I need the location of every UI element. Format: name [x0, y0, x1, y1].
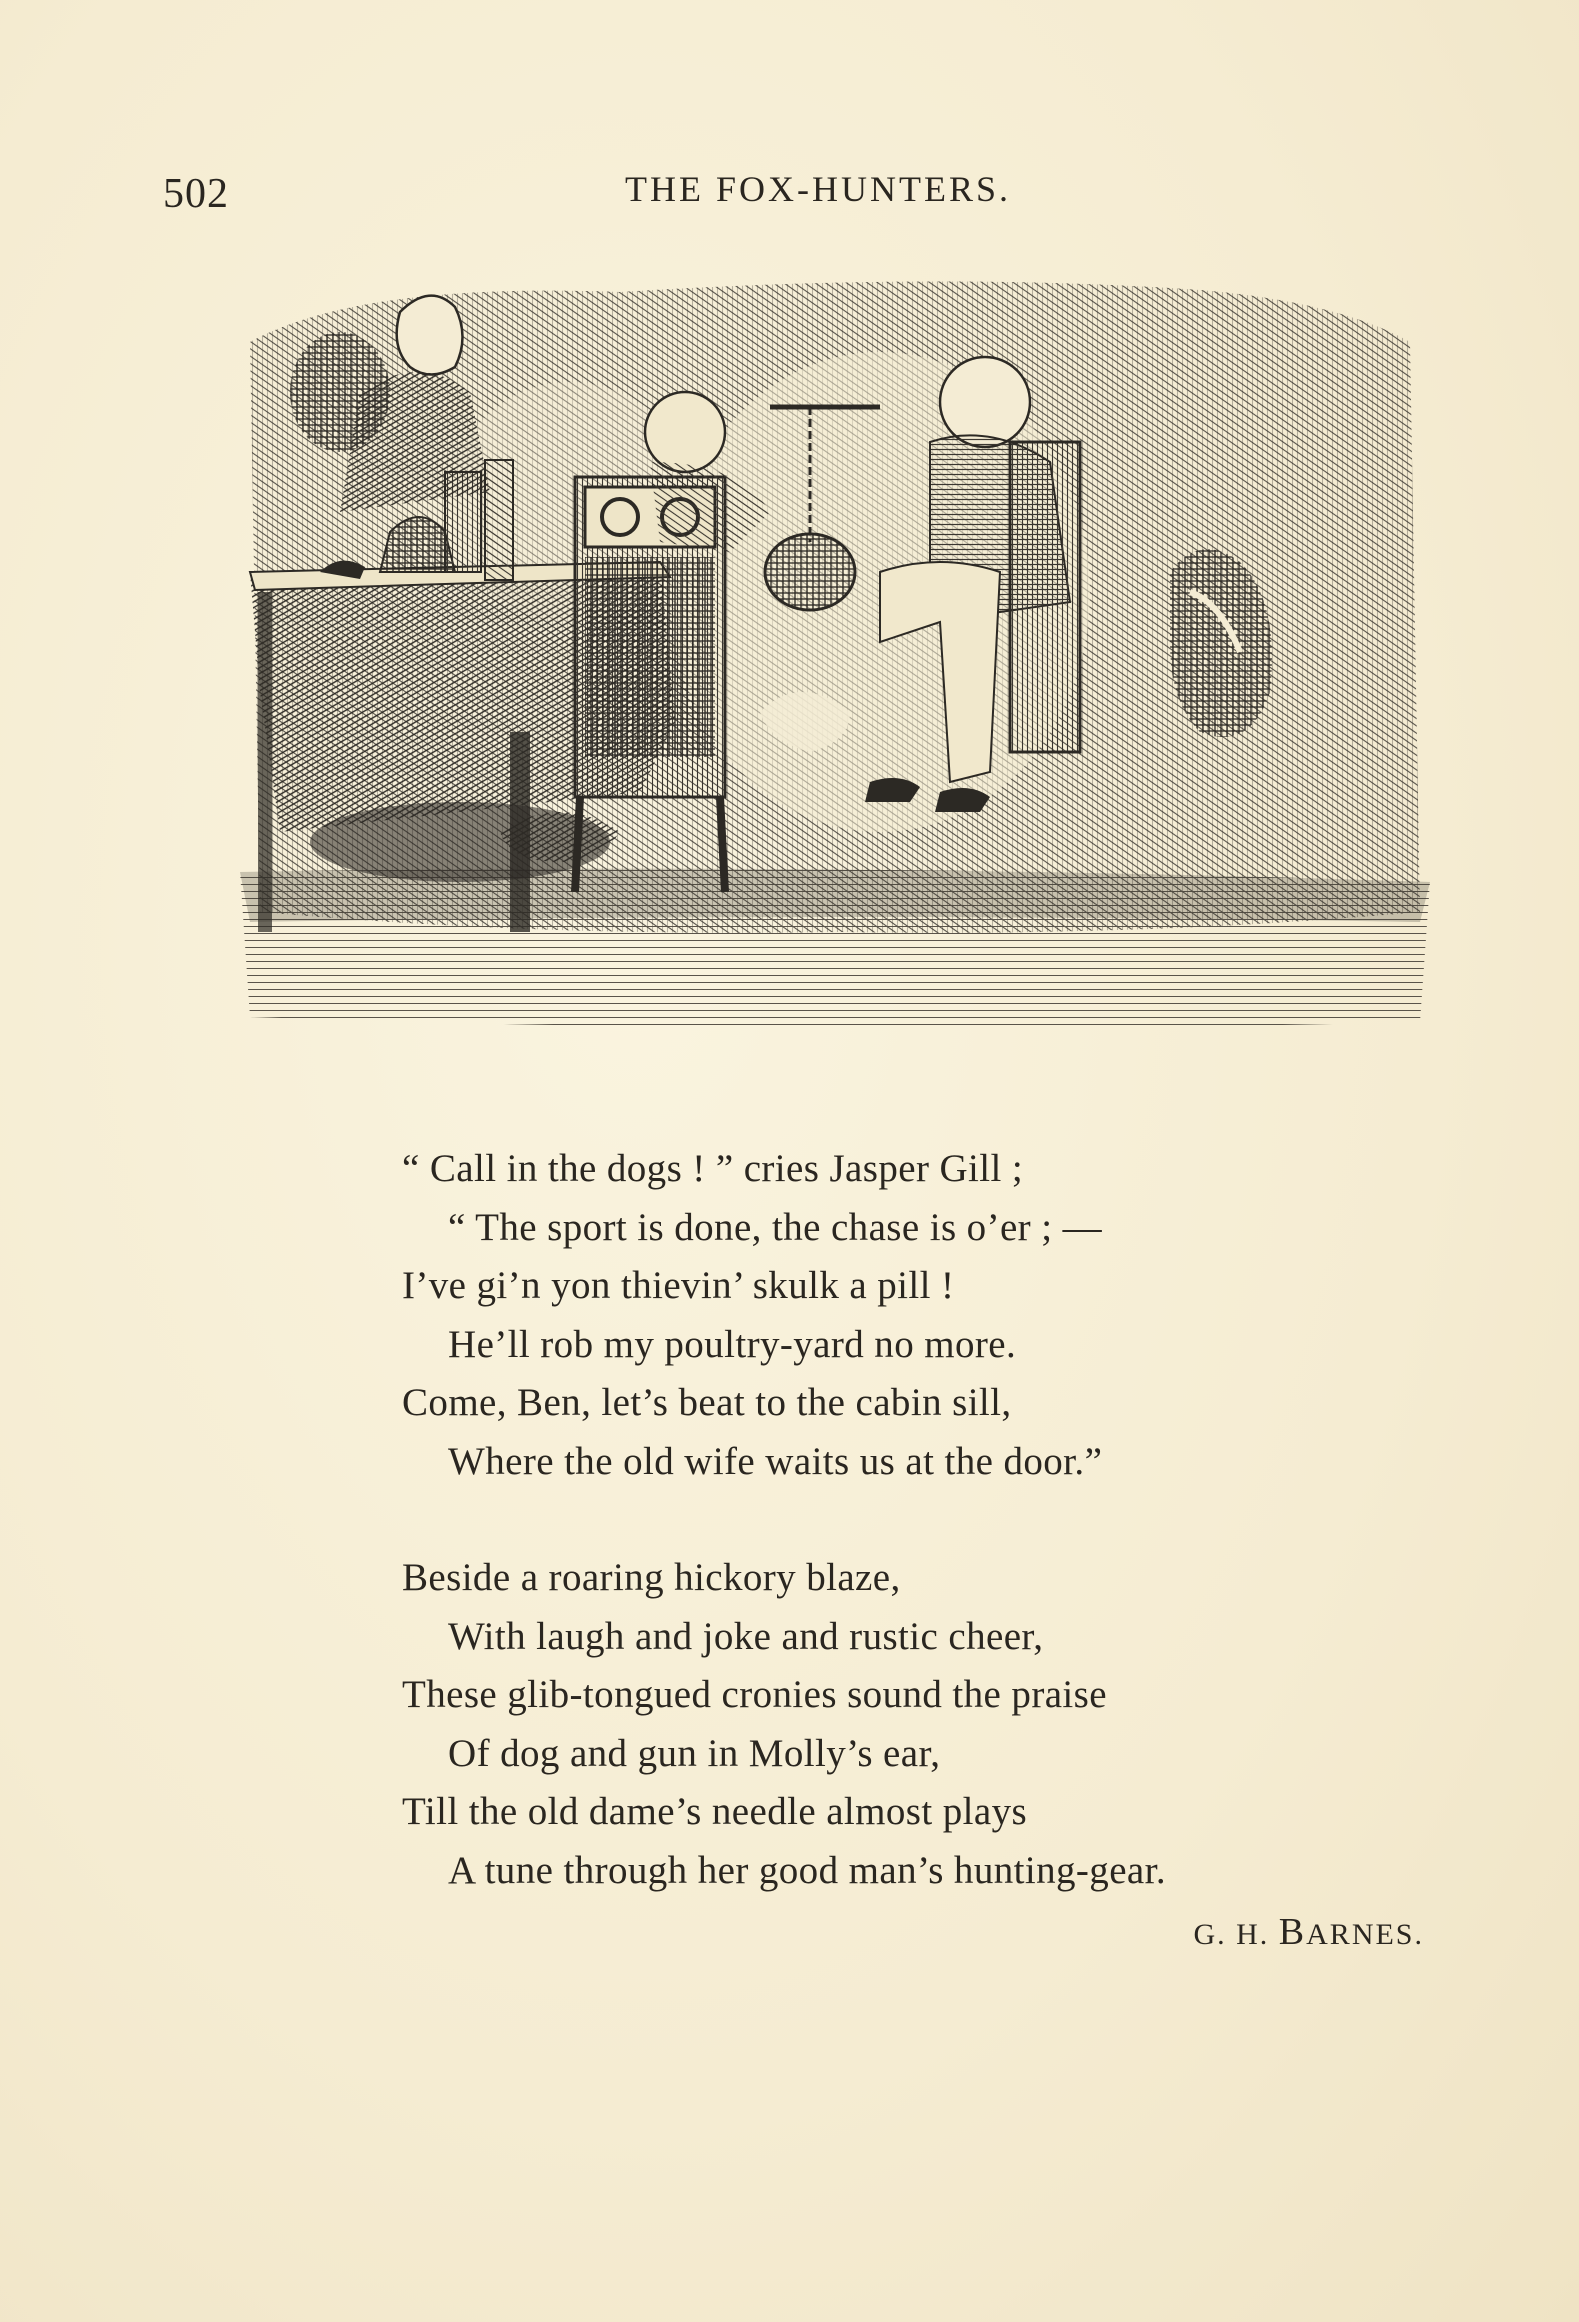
poem-line: Beside a roaring hickory blaze, — [402, 1556, 901, 1599]
author-signature — [1193, 1910, 1424, 1954]
poem-line: He’ll rob my poultry-yard no more. — [448, 1322, 1017, 1366]
poem — [402, 1140, 1452, 1958]
poem-line: Where the old wife waits us at the door.” — [448, 1439, 1103, 1483]
stanza-1 — [402, 1140, 1452, 1491]
author-surname-rest: ARNES. — [1306, 1918, 1424, 1951]
poem-line: With laugh and joke and rustic cheer, — [448, 1614, 1044, 1658]
poem-line: A tune through her good man’s hunting-gear. — [448, 1848, 1166, 1892]
page-number: 502 — [163, 171, 229, 217]
poem-line: Of dog and gun in Molly’s ear, — [448, 1731, 941, 1775]
poem-line: “ Call in the dogs ! ” cries Jasper Gill ; — [402, 1147, 1024, 1190]
poem-line: Come, Ben, let’s beat to the cabin sill, — [402, 1381, 1012, 1424]
author-initials: G. H. — [1193, 1918, 1270, 1951]
running-title: THE FOX-HUNTERS. — [625, 169, 1011, 209]
author-surname-initial: B — [1278, 1911, 1307, 1953]
stanza-2 — [402, 1549, 1452, 1900]
poem-line: These glib-tongued cronies sound the praise — [402, 1673, 1107, 1716]
engraving-illustration — [240, 272, 1430, 1032]
poem-line: “ The sport is done, the chase is o’er ; — — [448, 1205, 1102, 1249]
poem-line: Till the old dame’s needle almost plays — [402, 1790, 1028, 1833]
poem-line: I’ve gi’n yon thievin’ skulk a pill ! — [402, 1264, 955, 1307]
